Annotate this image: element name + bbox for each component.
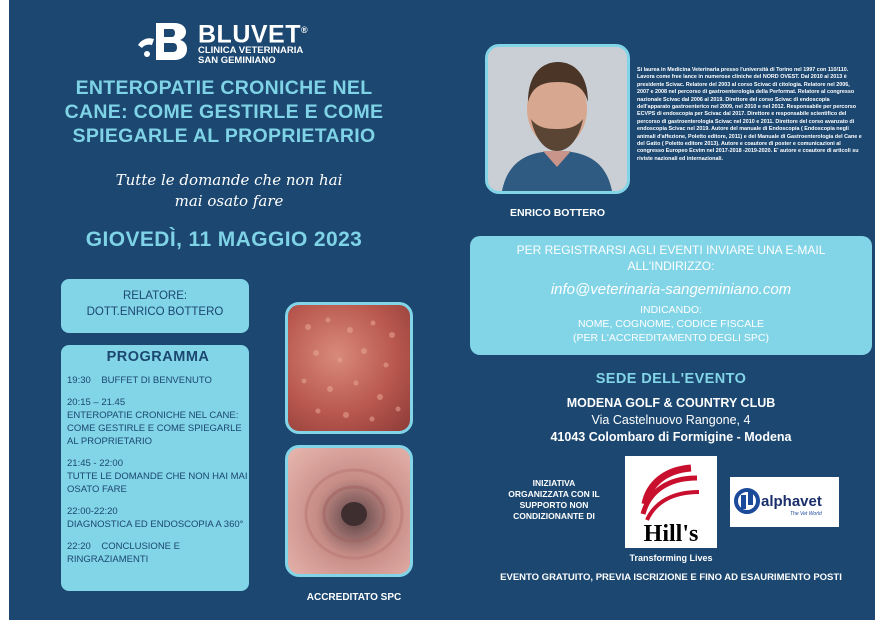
programma-item-time: 20:15 – 21.45 bbox=[67, 397, 126, 408]
bluvet-logo bbox=[134, 18, 308, 66]
speaker-portrait-illustration bbox=[488, 47, 627, 191]
programma-item bbox=[67, 396, 249, 448]
programma-item-text: DIAGNOSTICA ED ENDOSCOPIA A 360° bbox=[67, 519, 244, 530]
accreditato-label: ACCREDITATO SPC bbox=[306, 592, 402, 603]
event-flyer bbox=[9, 0, 875, 620]
alphavet-logo-icon bbox=[730, 477, 839, 527]
relatore-label: RELATORE: bbox=[122, 290, 188, 302]
event-subtitle bbox=[79, 170, 379, 212]
alphavet-logo-text: alphavet bbox=[761, 493, 822, 510]
hills-logo-icon bbox=[625, 456, 717, 548]
registration-line3: INDICANDO: bbox=[640, 304, 702, 316]
event-subtitle-line2: mai osato fare bbox=[174, 192, 284, 210]
programma-item bbox=[67, 540, 249, 566]
hills-logo bbox=[625, 456, 717, 548]
hills-tagline: Transforming Lives bbox=[629, 553, 713, 563]
mucosa-texture bbox=[288, 305, 410, 431]
programma-box bbox=[61, 345, 249, 591]
registration-email-link[interactable]: info@veterinaria-sangeminiano.com bbox=[550, 281, 792, 298]
speaker-bio: Si laurea in Medicina Veterinaria presso l'università di Torino nel 1997 con 110/110. Lavora come free lance in numerose cliniche del NORD OVEST. Dal 2010 al 2013 è presidente Scivac. Relatore del 2003 al corso Scivac di citologia. Relatore nel 2006, 2007 e 2008 nel percorso di gastroenterologia della Performat. Relatore al congresso nazionale Scivac dal 2006 al 2019. Direttore del corso Scivac di endoscopia dell'apparato gastroenterico nel 2009, nel 2010 e nel 2012. Responsabile per percorso ECVPS di endoscopia per Scivac dal 2017. Direttore e responsabile scientifico del percorso di gastroenterologia Scivac nel 2010 e 2011. Direttore del corso avanzato di endoscopia Scivac nel 2019. Autore del manuale di Endoscopia ( Endoscopia negli animali d'affezione, Poletto editore, 2011) e del Manuale di Gastroenterologia del Cane e del Gatto ( Poletto editore 2013). Autore e coautore di poster e comunicazioni al congresso Europeo Ecvim nel 2017-2018 -2019-2020. E' autore e coautore di articoli su riviste nazionali ed internazionali. bbox=[637, 67, 862, 162]
brand-sub-line1: CLINICA VETERINARIA bbox=[198, 45, 304, 57]
venue-address2: 41043 Colombaro di Formigine - Modena bbox=[550, 430, 792, 444]
programma-item-text: CONCLUSIONE E RINGRAZIAMENTI bbox=[67, 541, 180, 565]
registration-line5: (PER L'ACCREDITAMENTO DEGLI SPC) bbox=[573, 332, 769, 344]
endoscopy-image-lumen bbox=[285, 445, 413, 577]
programma-list bbox=[67, 374, 249, 566]
programma-item-time: 22:20 bbox=[67, 541, 91, 552]
registration-box bbox=[470, 236, 872, 355]
speaker-name: ENRICO BOTTERO bbox=[509, 207, 606, 219]
programma-item bbox=[67, 505, 249, 531]
registration-line1: PER REGISTRARSI AGLI EVENTI INVIARE UNA E-MAIL bbox=[516, 243, 826, 257]
speaker-portrait bbox=[485, 44, 630, 194]
alphavet-logo bbox=[730, 477, 839, 527]
venue-details bbox=[470, 395, 872, 446]
endoscopy-image-mucosa bbox=[285, 302, 413, 434]
brand-sub-line2: SAN GEMINIANO bbox=[198, 55, 276, 67]
programma-item bbox=[67, 457, 249, 496]
venue-address1: Via Castelnuovo Rangone, 4 bbox=[591, 413, 751, 427]
event-title-line1: ENTEROPATIE CRONICHE NEL bbox=[75, 77, 373, 99]
programma-item-time: 22:00-22:20 bbox=[67, 506, 118, 517]
brand-name: BLUVET® bbox=[198, 20, 309, 49]
alphavet-tagline: The Vet World bbox=[790, 511, 822, 517]
registration-line4: NOME, COGNOME, CODICE FISCALE bbox=[577, 318, 765, 330]
relatore-box bbox=[61, 279, 249, 333]
programma-item-text: BUFFET DI BENVENUTO bbox=[101, 375, 212, 386]
event-title bbox=[29, 76, 419, 148]
programma-title: PROGRAMMA bbox=[106, 349, 210, 365]
event-title-line3: SPIEGARLE AL PROPRIETARIO bbox=[72, 125, 376, 147]
registration-line2: ALL'INDIRIZZO: bbox=[627, 259, 715, 273]
programma-item-time: 21:45 - 22:00 bbox=[67, 458, 123, 469]
event-title-line2: CANE: COME GESTIRLE E COME bbox=[64, 101, 384, 123]
event-date: GIOVEDÌ, 11 MAGGIO 2023 bbox=[85, 228, 363, 251]
sponsor-intro: INIZIATIVA ORGANIZZATA CON IL SUPPORTO NON CONDIZIONANTE DI bbox=[508, 478, 600, 521]
hills-logo-text: Hill's bbox=[643, 521, 699, 547]
event-subtitle-line1: Tutte le domande che non hai bbox=[115, 171, 343, 189]
registered-mark: ® bbox=[301, 25, 309, 35]
venue-name: MODENA GOLF & COUNTRY CLUB bbox=[566, 396, 776, 410]
programma-item bbox=[67, 374, 249, 387]
programma-item-text: ENTEROPATIE CRONICHE NEL CANE: COME GESTIRLE E COME SPIEGARLE AL PROPRIETARIO bbox=[67, 410, 242, 447]
programma-item-time: 19:30 bbox=[67, 375, 91, 386]
relatore-name: DOTT.ENRICO BOTTERO bbox=[86, 306, 224, 318]
lumen-rings bbox=[288, 448, 410, 574]
programma-item-text: TUTTE LE DOMANDE CHE NON HAI MAI OSATO FARE bbox=[67, 471, 248, 495]
bluvet-logo-text bbox=[198, 18, 308, 66]
event-note: EVENTO GRATUITO, PREVIA ISCRIZIONE E FINO AD ESAURIMENTO POSTI bbox=[500, 572, 842, 583]
bluvet-logo-icon bbox=[134, 19, 192, 65]
venue-title: SEDE DELL'EVENTO bbox=[595, 371, 747, 387]
